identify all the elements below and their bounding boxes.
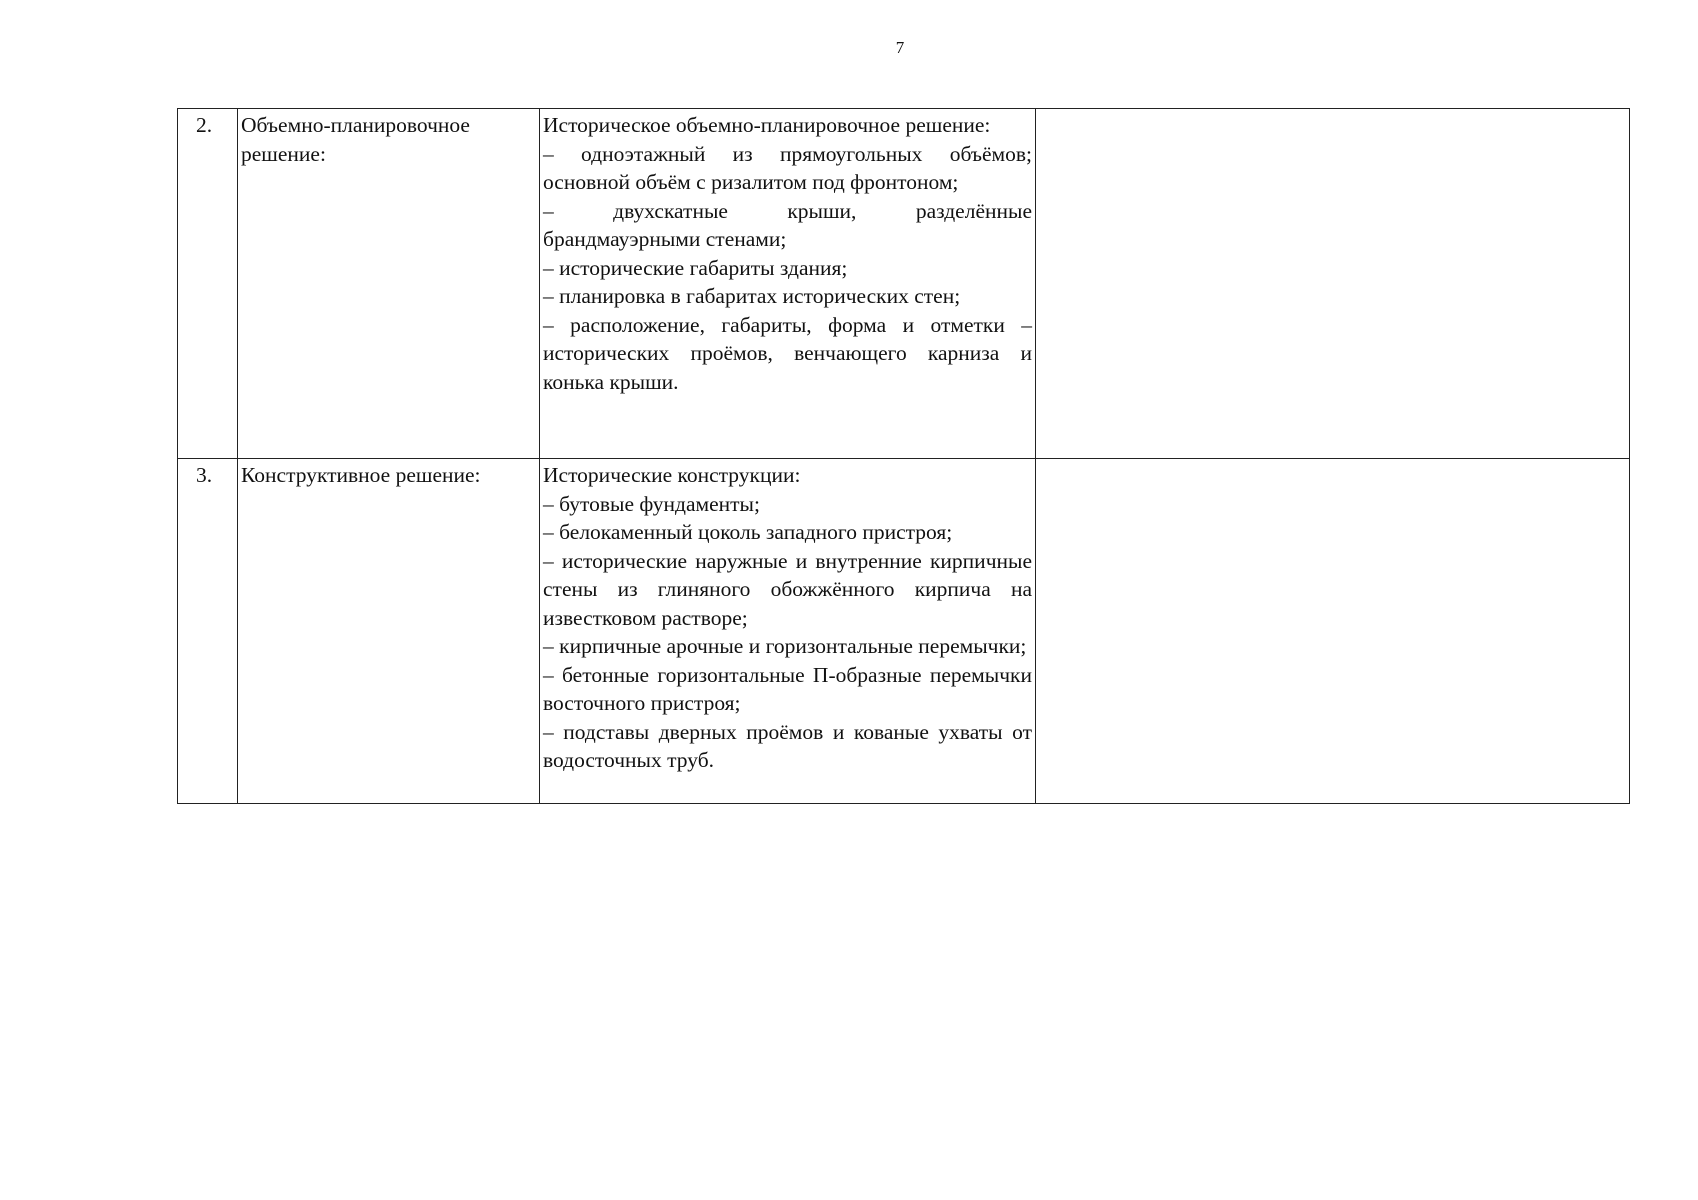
table-row [178,109,1630,459]
row-number: 2. [178,109,238,459]
description-line: – бетонные горизонтальные П-образные перемычки восточного пристроя; [543,662,1032,715]
description-line: – исторические наружные и внутренние кирпичные стены из глиняного обожжённого кирпича на известковом растворе; [543,548,1032,630]
description-line: – подставы дверных проёмов и кованые ухваты от водосточных труб. [543,719,1032,772]
description-line: – белокаменный цоколь западного пристроя; [543,520,953,544]
row-description [540,109,1036,459]
row-description [540,459,1036,804]
table-row [178,459,1630,804]
description-line: – кирпичные арочные и горизонтальные перемычки; [543,634,1027,658]
protection-table [177,108,1630,804]
description-line: – бутовые фундаменты; [543,491,760,516]
description-line: – расположение, габариты, форма и отметки – исторических проёмов, венчающего карниза и конька крыши. [543,312,1032,394]
page-number: 7 [895,38,905,57]
description-line: – исторические габариты здания; [543,255,848,280]
row-number: 3. [178,459,238,804]
description-line: Исторические конструкции: [543,463,801,487]
description-line: – планировка в габаритах исторических стен; [543,284,961,308]
row-name: Конструктивное решение: [238,459,540,804]
row-extra-empty [1036,109,1630,459]
description-line: – двухскатные крыши, разделённые брандмауэрными стенами; [543,198,1032,251]
description-line: Историческое объемно-планировочное решение: [543,113,991,137]
description-line: – одноэтажный из прямоугольных объёмов; основной объём с ризалитом под фронтоном; [543,141,1032,194]
row-name: Объемно-планировочное решение: [238,109,540,459]
row-extra-empty [1036,459,1630,804]
